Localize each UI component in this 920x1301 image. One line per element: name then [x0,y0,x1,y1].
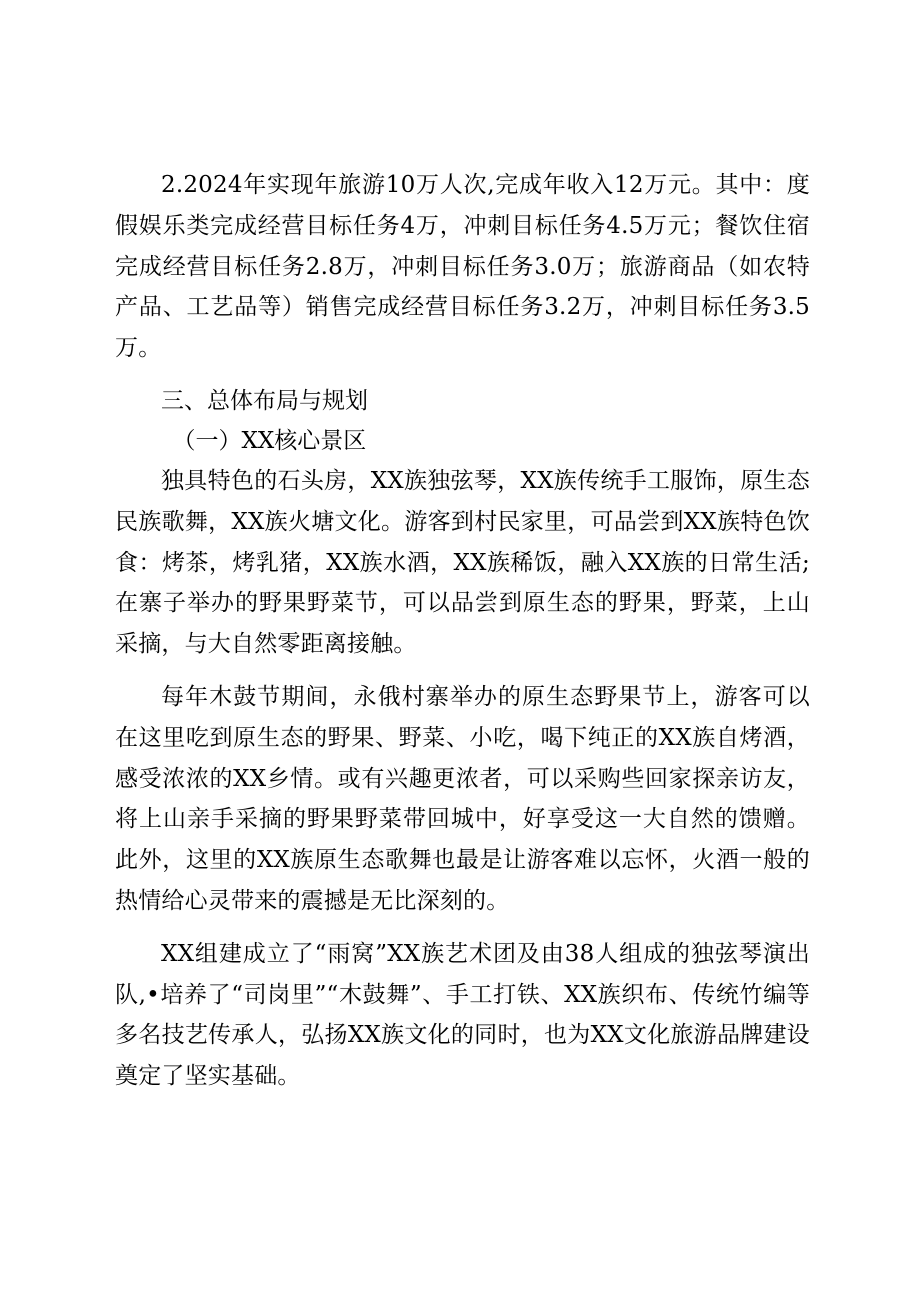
subsection-heading: （一）XX核心景区 [172,427,367,454]
paragraph-revenue: 2.2024年实现年旅游10万人次,完成年收入12万元。其中：度假娱乐类完成经营目标任务4万，冲刺目标任务4.5万元；餐饮住宿完成经营目标任务2.8万，冲刺目标任务3.0万；旅游商品（如农特产品、工艺品等）销售完成经营目标任务3.2万，冲刺目标任务3.5万。 [115,172,810,362]
paragraph-festival: 每年木鼓节期间，永俄村寨举办的原生态野果节上，游客可以在这里吃到原生态的野果、野菜、小吃，喝下纯正的XX族自烤酒，感受浓浓的XX乡情。或有兴趣更浓者，可以采购些回家探亲访友，将上山亲手采摘的野果野菜带回城中，好享受这一大自然的馈赠。此外，这里的XX族原生态歌舞也最是让游客难以忘怀，火酒一般的热情给心灵带来的震撼是无比深刻的。 [115,683,810,914]
section-heading: 三、总体布局与规划 [161,387,368,414]
paragraph-features: 独具特色的石头房，XX族独弦琴，XX族传统手工服饰，原生态民族歌舞，XX族火塘文化。游客到村民家里，可品尝到XX族特色饮食：烤茶，烤乳猪，XX族水酒，XX族稀饭，融入XX族的日常生活;在寨子举办的野果野菜节，可以品尝到原生态的野果，野菜，上山采摘，与大自然零距离接触。 [115,467,810,658]
document-body [115,165,810,1097]
paragraph-troupe: XX组建成立了“雨窝”XX族艺术团及由38人组成的独弦琴演出队,•培养了“司岗里”“木鼓舞”、手工打铁、XX族织布、传统竹编等多名技艺传承人，弘扬XX族文化的同时，也为XX文化旅游品牌建设奠定了坚实基础。 [115,940,810,1090]
